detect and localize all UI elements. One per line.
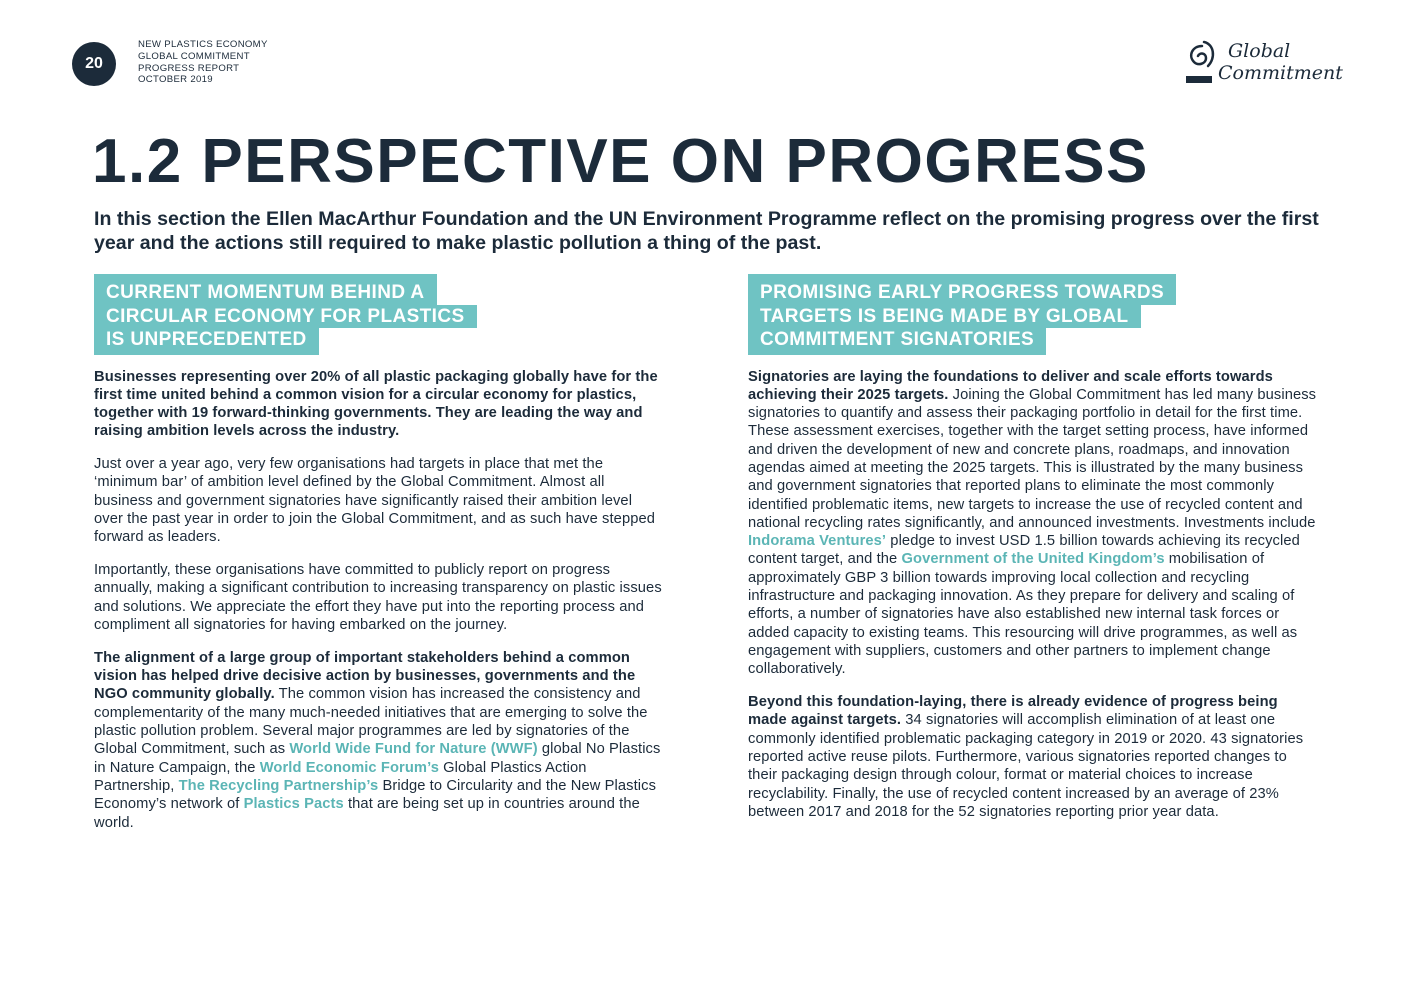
global-commitment-logo xyxy=(1180,38,1343,88)
heading-line: PROMISING EARLY PROGRESS TOWARDS xyxy=(748,274,1176,305)
bold-lead: Signatories are laying the foundations to deliver and scale efforts towards achieving their 2025 targets. xyxy=(748,368,1273,403)
body-text: that are being set up in countries around the world. xyxy=(94,796,640,831)
uk-government-link[interactable]: Government of the United Kingdom’s xyxy=(901,551,1165,568)
body-text: Joining the Global Commitment has led many business signatories to quantify and assess their packaging portfolio in detail for the first time. These assessment exercises, together with the target setting process, have informed and driven the development of new and concrete plans, roadmaps, and innovation agendas aimed at meeting the 2025 targets. This is illustrated by the many business and government signatories that reported plans to eliminate the most commonly identified problematic items, new targets to increase the use of recycled content and national recycling rates significantly, and announced investments. Investments include xyxy=(748,386,1317,531)
wwf-link[interactable]: World Wide Fund for Nature (WWF) xyxy=(289,741,538,758)
heading-line: CURRENT MOMENTUM BEHIND A xyxy=(94,274,437,305)
page-title: 1.2 PERSPECTIVE ON PROGRESS xyxy=(92,127,1149,196)
logo-wordmark xyxy=(1218,40,1343,84)
heading-line: IS UNPRECEDENTED xyxy=(94,328,319,355)
bold-lead: Businesses representing over 20% of all plastic packaging globally have for the first time united behind a common vision for a circular economy for plastics, together with 19 forward-thinking governments. They are leading the way and raising ambition levels across the industry. xyxy=(94,368,658,440)
bold-lead: Beyond this foundation-laying, there is already evidence of progress being made against targets. xyxy=(748,694,1278,729)
right-paragraph-1 xyxy=(748,368,1318,679)
right-paragraph-2 xyxy=(748,693,1318,821)
left-paragraph-4 xyxy=(94,649,664,832)
body-text: global No Plastics in Nature Campaign, the xyxy=(94,741,661,776)
body-text: pledge to invest USD 1.5 billion towards achieving its recycled content target, and the xyxy=(748,533,1300,568)
left-paragraph-3: Importantly, these organisations have committed to publicly report on progress annually, making a significant contribution to increasing transparency on plastic issues and solutions. We appreciate the effort they have put into the reporting process and compliment all signatories for having embarked on the journey. xyxy=(94,562,662,634)
recycling-partnership-link[interactable]: The Recycling Partnership’s xyxy=(178,777,379,794)
body-text: The common vision has increased the consistency and complementarity of the many much-needed initiatives that are emerging to solve the plastic pollution problem. Several major programmes are led by signatories of the Global Commitment, such as xyxy=(94,686,648,758)
heading-line: TARGETS IS BEING MADE BY GLOBAL xyxy=(748,305,1141,329)
indorama-link[interactable]: Indorama Ventures’ xyxy=(748,533,887,550)
logo-swirl-icon xyxy=(1182,38,1222,86)
left-section-heading xyxy=(94,274,664,355)
report-meta-line: NEW PLASTICS ECONOMY xyxy=(138,39,268,50)
report-meta-line: GLOBAL COMMITMENT xyxy=(138,50,250,62)
logo-line: Global xyxy=(1228,40,1291,62)
heading-line: CIRCULAR ECONOMY FOR PLASTICS xyxy=(94,305,477,329)
heading-line: COMMITMENT SIGNATORIES xyxy=(748,328,1046,355)
bold-lead: The alignment of a large group of important stakeholders behind a common vision has helped drive decisive action by businesses, governments and the NGO community globally. xyxy=(94,649,636,703)
left-paragraph-2: Just over a year ago, very few organisations had targets in place that met the ‘minimum bar’ of ambition level defined by the Global Commitment. Almost all business and government signatories have significantly raised their ambition level over the past year in order to join the Global Commitment, and as such have stepped forward as leaders. xyxy=(94,456,656,546)
logo-line: Commitment xyxy=(1218,62,1343,84)
wef-link[interactable]: World Economic Forum’s xyxy=(259,759,439,776)
body-text: 34 signatories will accomplish elimination of at least one commonly identified problematic packaging category in 2019 or 2020. 43 signatories reported active reuse pilots. Furthermore, various signatories reported changes to their packaging design through colour, format or material choices to increase recyclability. Finally, the use of recycled content increased by an average of 23% between 2017 and 2018 for the 52 signatories reporting prior year data. xyxy=(748,712,1304,820)
right-section-heading xyxy=(748,274,1318,355)
report-meta xyxy=(138,39,268,86)
left-paragraph-1 xyxy=(94,368,664,441)
intro-text: In this section the Ellen MacArthur Foundation and the UN Environment Programme reflect on the promising progress over the first year and the actions still required to make plastic pollution a thing of the past. xyxy=(94,208,1319,254)
plastics-pacts-link[interactable]: Plastics Pacts xyxy=(243,796,344,813)
left-column xyxy=(94,274,664,846)
body-text: mobilisation of approximately GBP 3 billion towards improving local collection and recycling infrastructure and packaging innovation. As they prepare for delivery and scaling of efforts, a number of signatories have also established new internal task forces or added capacity to existing teams. This resourcing will drive programmes, as well as engagement with suppliers, customers and other partners to implement change collaboratively. xyxy=(748,551,1298,678)
report-meta-line: OCTOBER 2019 xyxy=(138,74,213,86)
report-meta-line: PROGRESS REPORT xyxy=(138,62,240,74)
page-number: 20 xyxy=(85,55,103,72)
right-column xyxy=(748,274,1318,836)
page-number-badge xyxy=(72,42,116,86)
body-text: Global Plastics Action Partnership, xyxy=(94,759,587,794)
body-text: Bridge to Circularity and the New Plastics Economy’s network of xyxy=(94,777,657,813)
